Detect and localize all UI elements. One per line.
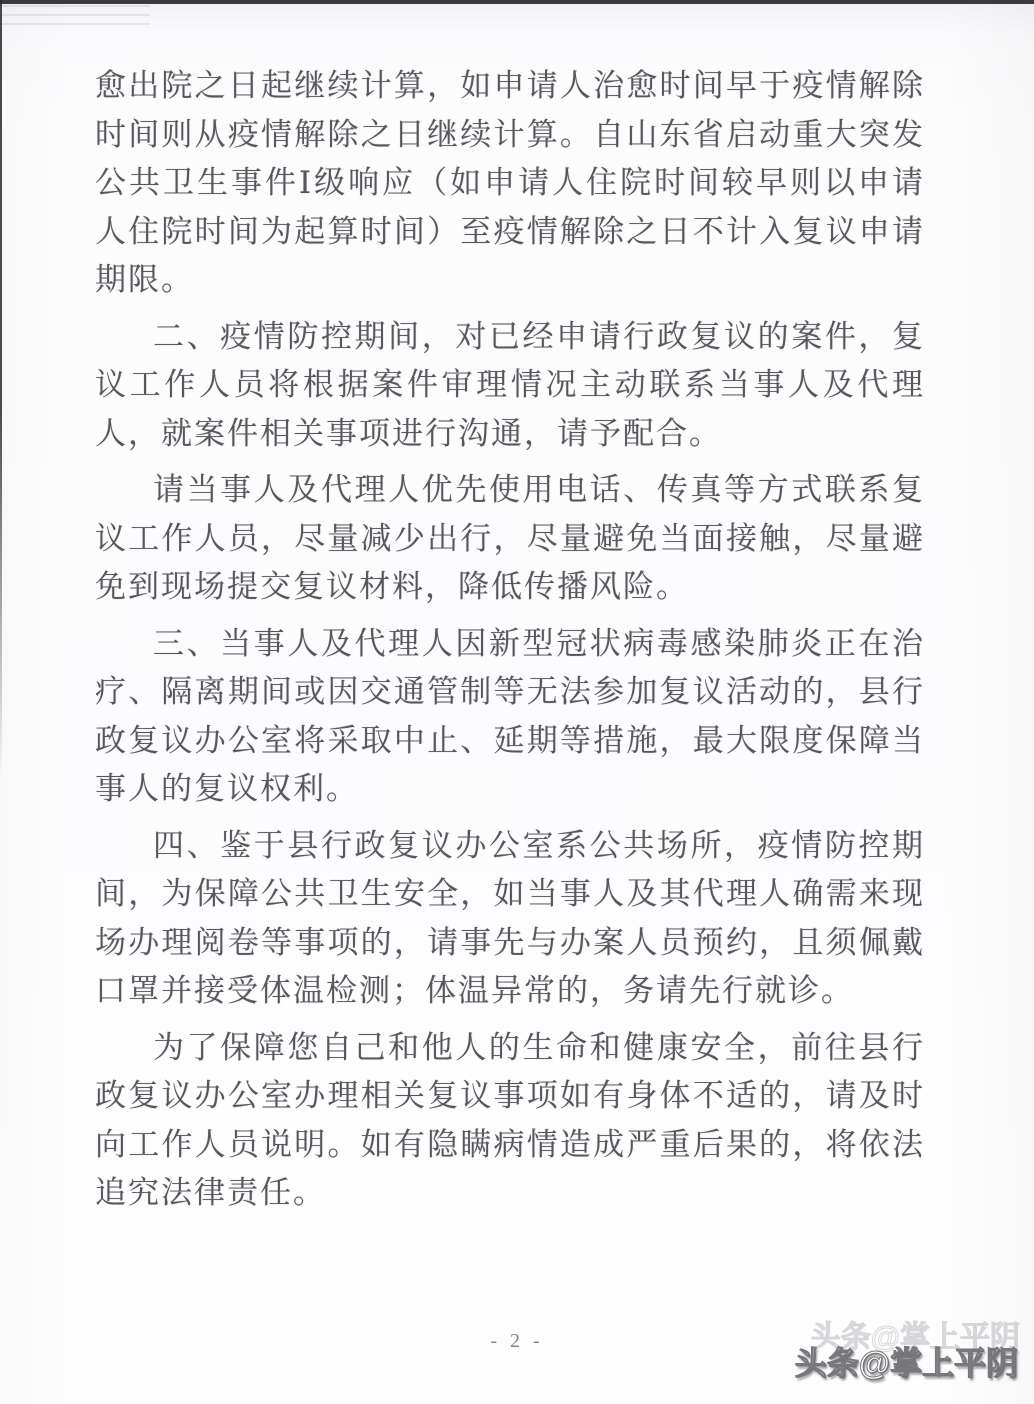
document-paragraph — [95, 313, 925, 459]
document-line: 二、疫情防控期间，对已经申请行政复议的案件，复 — [153, 318, 925, 354]
document-line: 追究法律责任。 — [95, 1175, 326, 1210]
watermark-text: 头条@掌上平阴 — [794, 1345, 1018, 1381]
document-line: 间，为保障公共卫生安全，如当事人及其代理人确需来现 — [95, 876, 925, 911]
document-line: 议工作人员将根据案件审理情况主动联系当事人及代理 — [95, 367, 925, 402]
document-line: 公共卫生事件Ⅰ级响应（如申请人住院时间较早则以申请 — [95, 165, 925, 200]
document-line: 期限。 — [95, 262, 194, 297]
document-line: 时间则从疫情解除之日继续计算。自山东省启动重大突发 — [95, 116, 925, 152]
document-line: 人住院时间为起算时间）至疫情解除之日不计入复议申请 — [95, 213, 925, 249]
page-number: - 2 - — [490, 1330, 544, 1352]
watermark-ghost-text: 头条@掌上平阴 — [810, 1321, 1020, 1354]
watermark — [794, 1321, 1020, 1384]
document-line: 愈出院之日起继续计算，如申请人治愈时间早于疫情解除 — [95, 68, 925, 103]
document-paragraph — [95, 466, 925, 612]
document-line: 疗、隔离期间或因交通管制等无法参加复议活动的，县行 — [95, 674, 925, 709]
document-line: 免到现场提交复议材料，降低传播风险。 — [95, 569, 689, 604]
document-paragraph — [95, 620, 925, 814]
scan-left-edge — [0, 0, 2, 780]
document-body — [95, 62, 925, 1226]
document-paragraph — [95, 1024, 925, 1218]
document-line: 人，就案件相关事项进行沟通，请予配合。 — [95, 415, 722, 451]
document-paragraph — [95, 822, 925, 1016]
scan-artifact-streaks — [0, 5, 150, 31]
document-line: 请当事人及代理人优先使用电话、传真等方式联系复 — [153, 472, 925, 507]
scan-top-edge — [0, 0, 1034, 4]
document-paragraph — [95, 62, 925, 305]
document-line: 向工作人员说明。如有隐瞒病情造成严重后果的，将依法 — [95, 1126, 925, 1162]
document-line: 事人的复议权利。 — [95, 771, 359, 806]
document-line: 议工作人员，尽量减少出行，尽量避免当面接触，尽量避 — [95, 520, 925, 556]
document-line: 政复议办公室办理相关复议事项如有身体不适的，请及时 — [95, 1078, 925, 1113]
document-line: 口罩并接受体温检测；体温异常的，务请先行就诊。 — [95, 973, 854, 1008]
document-line: 政复议办公室将采取中止、延期等措施，最大限度保障当 — [95, 722, 925, 758]
document-line: 三、当事人及代理人因新型冠状病毒感染肺炎正在治 — [153, 625, 925, 661]
document-line: 场办理阅卷等事项的，请事先与办案人员预约，且须佩戴 — [95, 924, 925, 960]
document-line: 四、鉴于县行政复议办公室系公共场所，疫情防控期 — [153, 827, 925, 863]
document-line: 为了保障您自己和他人的生命和健康安全，前往县行 — [153, 1029, 925, 1065]
